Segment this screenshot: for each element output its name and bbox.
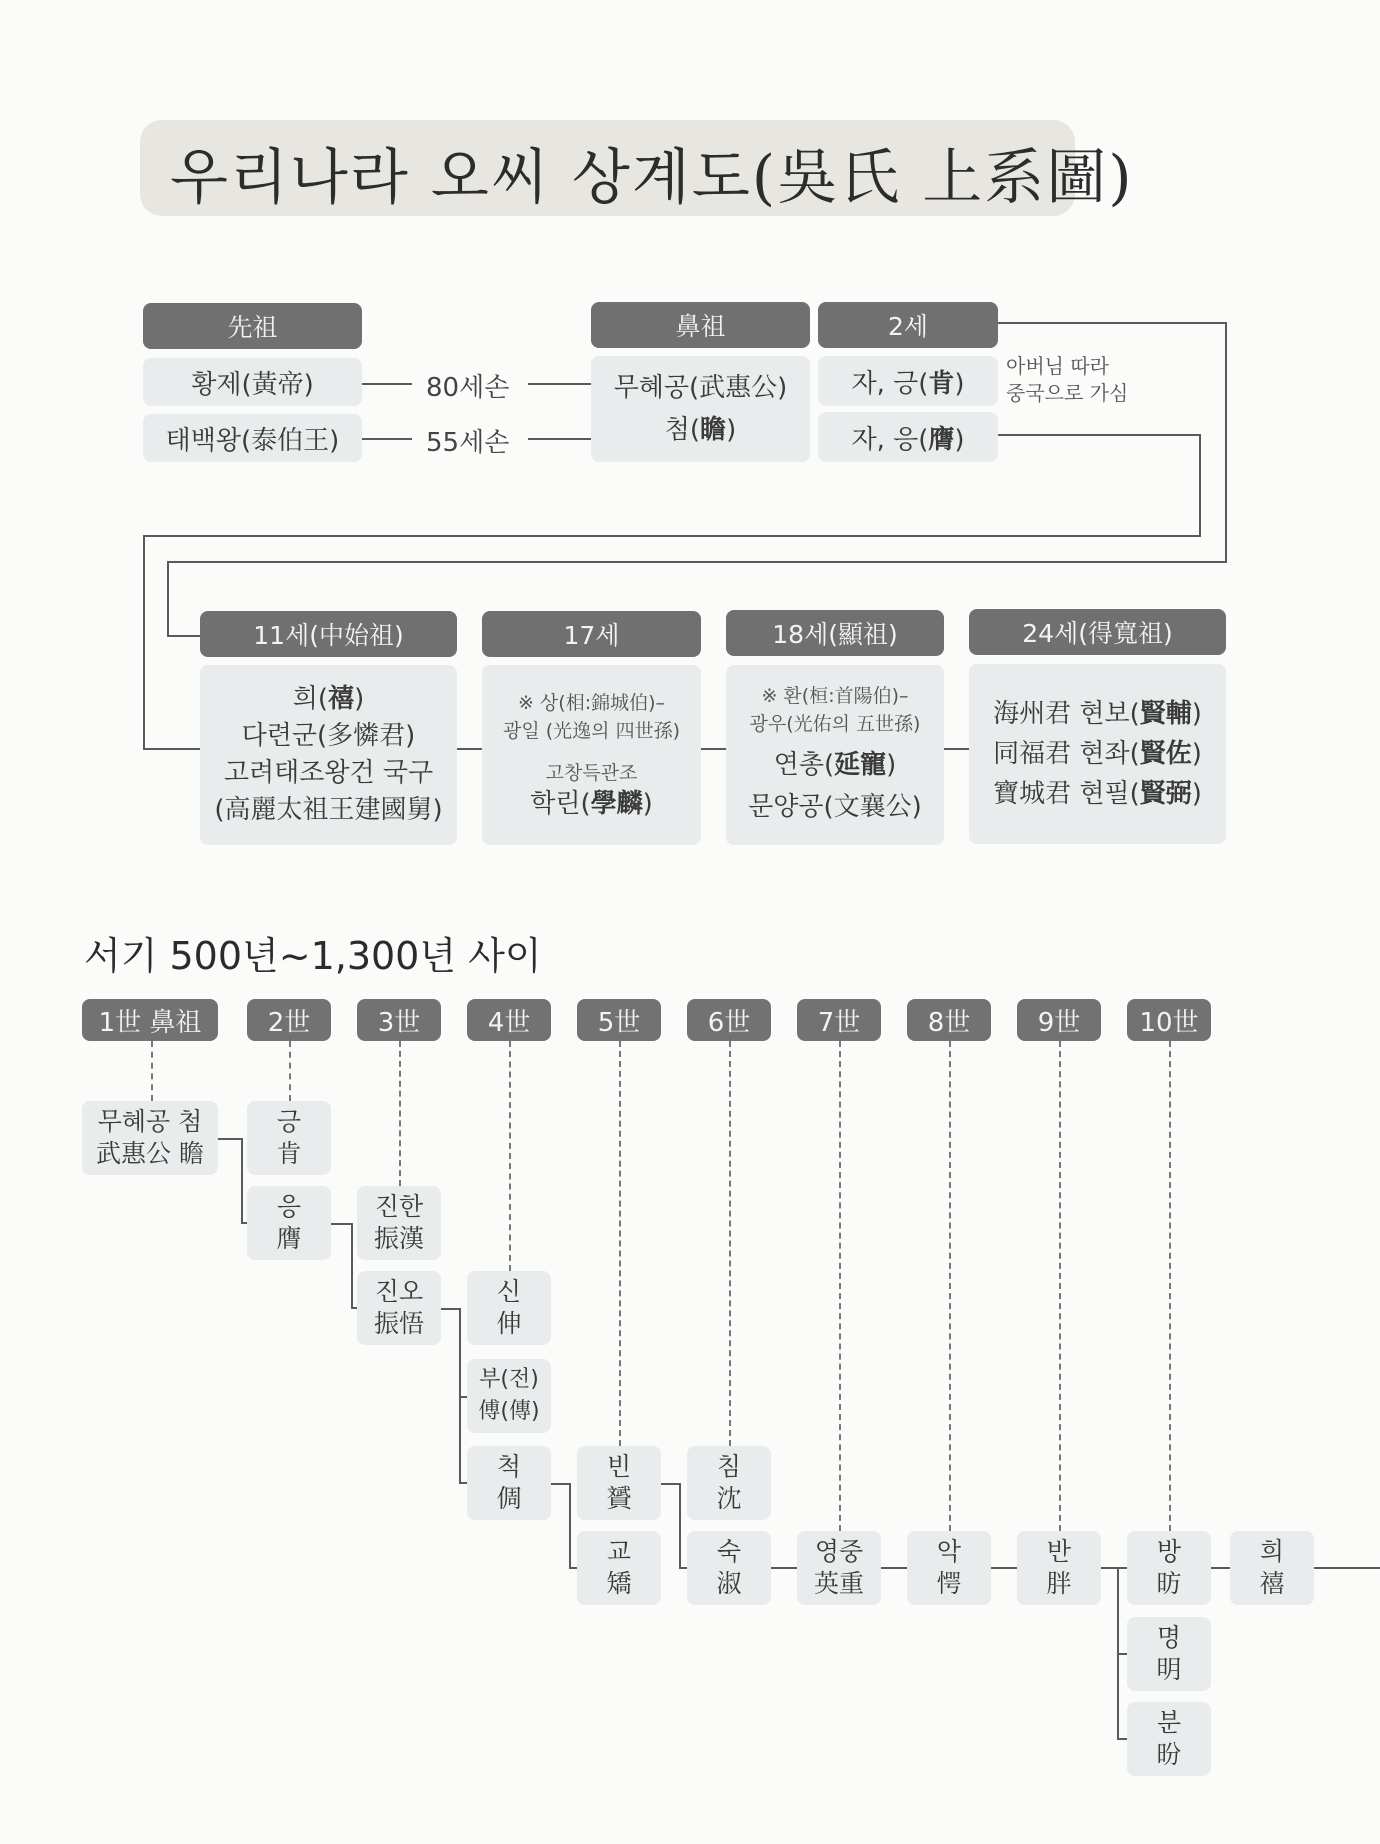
bijo-name-kr: 첨(	[664, 415, 701, 445]
node-kr: 방	[1156, 1537, 1182, 1566]
b18-name	[774, 744, 897, 786]
b18-name-kr: 연총(	[773, 750, 835, 780]
node-hui	[1230, 1531, 1314, 1605]
connector	[167, 561, 1227, 563]
header-18se: 18세(顯祖)	[726, 610, 944, 656]
tree-line	[1117, 1738, 1127, 1740]
box-18se	[726, 665, 944, 845]
node-kr: 교	[606, 1537, 632, 1566]
tree-line	[1211, 1567, 1230, 1569]
node-hj: 愕	[936, 1569, 962, 1598]
node-myeong	[1127, 1617, 1211, 1691]
node-yeongjung	[797, 1531, 881, 1605]
tree-line	[241, 1222, 247, 1224]
gen-dash	[509, 1041, 511, 1271]
bijo-name	[665, 409, 736, 451]
tree-line	[459, 1396, 467, 1398]
connector	[528, 383, 591, 385]
son-eung	[818, 412, 998, 462]
node-kr: 악	[936, 1537, 962, 1566]
tree-line	[679, 1483, 681, 1569]
node-kr: 반	[1046, 1537, 1072, 1566]
header-ancestor: 先祖	[143, 303, 362, 349]
ancestor-hwangje-label: 황제(黃帝)	[191, 369, 314, 400]
paren: )	[1191, 779, 1202, 809]
header-bijo: 鼻祖	[591, 302, 810, 348]
gen-5: 5世	[577, 999, 661, 1041]
node-chim	[687, 1446, 771, 1520]
connector	[167, 561, 169, 636]
tree-line	[679, 1567, 687, 1569]
node-hj: 矯	[606, 1569, 632, 1598]
header-24se: 24세(得寬祖)	[969, 609, 1226, 655]
gen-2: 2世	[247, 999, 331, 1041]
node-hj: 傅(傳)	[478, 1399, 540, 1424]
note-line1: 아버님 따라	[1006, 354, 1109, 378]
node-kr: 척	[496, 1452, 522, 1481]
b24-row3-hj: 賢弼	[1139, 779, 1192, 809]
node-bun	[1127, 1702, 1211, 1776]
node-kr: 부(전)	[479, 1367, 539, 1392]
tree-line	[351, 1223, 353, 1309]
node-suk	[687, 1531, 771, 1605]
connector	[362, 438, 412, 440]
node-hj: 贇	[606, 1484, 632, 1513]
node-hj: 肯	[276, 1139, 302, 1168]
b24-row1-hj: 賢輔	[1139, 699, 1192, 729]
tree-line	[218, 1138, 243, 1140]
b18-title: 문양공(文襄公)	[748, 792, 922, 822]
node-kr: 빈	[606, 1452, 632, 1481]
node-kr: 침	[716, 1452, 742, 1481]
b24-row3-kr: 寶城君 현필(	[993, 779, 1140, 809]
gen-4: 4世	[467, 999, 551, 1041]
paren: )	[886, 750, 897, 780]
ancestor-taebaek-label: 태백왕(泰伯王)	[165, 425, 340, 456]
gen-8: 8世	[907, 999, 991, 1041]
b18-note2: 광우(光佑의 五世孫)	[749, 713, 921, 735]
tree-line	[351, 1307, 357, 1309]
b17-name-hj: 學麟	[590, 789, 643, 819]
tree-line	[241, 1138, 243, 1224]
b11-desc-hj: (高麗太祖王建國舅)	[214, 795, 443, 825]
tree-line	[441, 1308, 461, 1310]
b24-row2-kr: 同福君 현좌(	[993, 739, 1140, 769]
gen-dash	[839, 1041, 841, 1531]
node-ak	[907, 1531, 991, 1605]
page-title: 우리나라 오씨 상계도(吳氏 上系圖)	[170, 143, 1134, 213]
gen-dash	[399, 1041, 401, 1186]
son-geung	[818, 356, 998, 406]
node-bu	[467, 1359, 551, 1433]
connector	[998, 322, 1226, 324]
node-hj: 明	[1156, 1655, 1182, 1684]
tree-line	[881, 1567, 907, 1569]
node-cheok	[467, 1446, 551, 1520]
node-hj: 伸	[496, 1309, 522, 1338]
tree-line	[459, 1482, 467, 1484]
b24-row1-kr: 海州君 현보(	[993, 699, 1140, 729]
connector	[701, 748, 726, 750]
header-11se: 11세(中始祖)	[200, 611, 457, 657]
gen-3: 3世	[357, 999, 441, 1041]
node-gyo	[577, 1531, 661, 1605]
b11-title: 다련군(多憐君)	[241, 721, 416, 751]
paren: )	[954, 424, 965, 455]
gen-dash	[729, 1041, 731, 1446]
node-hj: 振漢	[373, 1224, 424, 1253]
node-hj: 禧	[1259, 1569, 1285, 1598]
node-kr: 분	[1156, 1708, 1182, 1737]
node-hj: 昐	[1156, 1740, 1182, 1769]
node-kr: 진한	[374, 1192, 424, 1221]
paren: )	[954, 368, 965, 399]
node-bin	[577, 1446, 661, 1520]
bijo-name-hj: 瞻	[700, 415, 727, 445]
connector	[143, 535, 145, 750]
connector	[528, 438, 591, 440]
node-jino	[357, 1271, 441, 1345]
node-hj: 昉	[1156, 1569, 1182, 1598]
gen-dash	[1169, 1041, 1171, 1531]
box-24se	[969, 664, 1226, 844]
b17-note1: ※ 상(相:錦城伯)–	[517, 692, 666, 714]
node-kr: 신	[496, 1277, 522, 1306]
node-hj: 英重	[813, 1569, 864, 1598]
son-geung-hj: 肯	[928, 368, 955, 399]
tree-line	[661, 1483, 681, 1485]
section-title: 서기 500년~1,300년 사이	[84, 934, 542, 978]
box-17se	[482, 665, 701, 845]
gen-dash	[949, 1041, 951, 1531]
node-kr: 긍	[276, 1107, 302, 1136]
connector	[362, 383, 412, 385]
paren: )	[1191, 739, 1202, 769]
node-hj: 沈	[716, 1484, 742, 1513]
b24-row3	[993, 774, 1202, 814]
node-hj: 胖	[1046, 1569, 1072, 1598]
connector	[143, 748, 200, 750]
ancestor-hwangje	[143, 358, 362, 406]
tree-line	[771, 1567, 797, 1569]
tree-line	[331, 1223, 353, 1225]
b11-name-hj: 禧	[328, 684, 355, 714]
node-ban	[1017, 1531, 1101, 1605]
b17-name-kr: 학린(	[530, 789, 591, 819]
node-eung	[247, 1186, 331, 1260]
b24-row1	[993, 694, 1202, 734]
b11-name-kr: 희(	[292, 684, 329, 714]
note-line2: 중국으로 가심	[1006, 381, 1129, 405]
b17-sub: 고창득관조	[545, 762, 638, 784]
tree-line	[991, 1567, 1017, 1569]
node-kr: 영중	[814, 1537, 864, 1566]
connector	[457, 748, 482, 750]
connector	[944, 748, 969, 750]
b18-name-hj: 延寵	[834, 750, 887, 780]
node-hj: 膺	[276, 1224, 302, 1253]
gen-dash	[619, 1041, 621, 1446]
ancestor-taebaek	[143, 414, 362, 462]
node-first	[82, 1101, 218, 1175]
gen-6: 6世	[687, 999, 771, 1041]
gen-dash	[151, 1041, 153, 1101]
tree-line	[1117, 1567, 1127, 1569]
son-eung-hj: 膺	[928, 424, 955, 455]
header-17se: 17세	[482, 611, 701, 657]
node-kr: 명	[1156, 1623, 1182, 1652]
node-kr: 숙	[716, 1537, 742, 1566]
note-china	[1006, 353, 1128, 407]
gen-dash	[1059, 1041, 1061, 1531]
connector	[167, 635, 200, 637]
connector	[998, 434, 1200, 436]
node-hj: 淑	[716, 1569, 742, 1598]
son-eung-label	[851, 419, 964, 456]
son-geung-kr: 자, 긍(	[851, 368, 929, 399]
gen-dash	[289, 1041, 291, 1101]
paren: )	[726, 415, 737, 445]
bijo-title: 무혜공(武惠公)	[613, 373, 788, 403]
node-sin	[467, 1271, 551, 1345]
gen-1: 1世 鼻祖	[82, 999, 218, 1041]
b18-note1: ※ 환(桓:首陽伯)–	[761, 685, 909, 707]
node-hj: 倜	[496, 1484, 522, 1513]
son-geung-label	[851, 363, 964, 400]
gen-9: 9世	[1017, 999, 1101, 1041]
box-11se	[200, 665, 457, 845]
header-2se: 2세	[818, 302, 998, 348]
gen-7: 7世	[797, 999, 881, 1041]
b11-name	[293, 681, 364, 718]
gen-10: 10世	[1127, 999, 1211, 1041]
node-hj: 振悟	[373, 1309, 424, 1338]
connector	[143, 535, 1201, 537]
node-kr: 진오	[374, 1277, 424, 1306]
node-geung	[247, 1101, 331, 1175]
tree-line	[551, 1483, 571, 1485]
gap-80: 80세손	[426, 373, 510, 403]
b11-desc: 고려태조왕건 국구	[223, 758, 434, 788]
gap-55: 55세손	[426, 428, 510, 458]
tree-line	[1117, 1653, 1127, 1655]
paren: )	[1191, 699, 1202, 729]
tree-line	[569, 1567, 577, 1569]
node-first-hj: 武惠公 瞻	[96, 1139, 204, 1168]
paren: )	[354, 684, 365, 714]
b24-row2-hj: 賢佐	[1139, 739, 1192, 769]
bijo-box	[591, 356, 810, 462]
b17-name	[530, 787, 653, 821]
connector	[1225, 322, 1227, 562]
tree-line	[1314, 1567, 1380, 1569]
son-eung-kr: 자, 응(	[851, 424, 929, 455]
b17-note2: 광일 (光逸의 四世孫)	[503, 720, 680, 742]
node-bang	[1127, 1531, 1211, 1605]
tree-line	[569, 1483, 571, 1569]
node-kr: 희	[1259, 1537, 1285, 1566]
node-kr: 응	[276, 1192, 302, 1221]
node-jinhan	[357, 1186, 441, 1260]
node-first-kr: 무혜공 첨	[97, 1107, 203, 1136]
b24-row2	[993, 734, 1202, 774]
connector	[1199, 434, 1201, 536]
paren: )	[642, 789, 653, 819]
